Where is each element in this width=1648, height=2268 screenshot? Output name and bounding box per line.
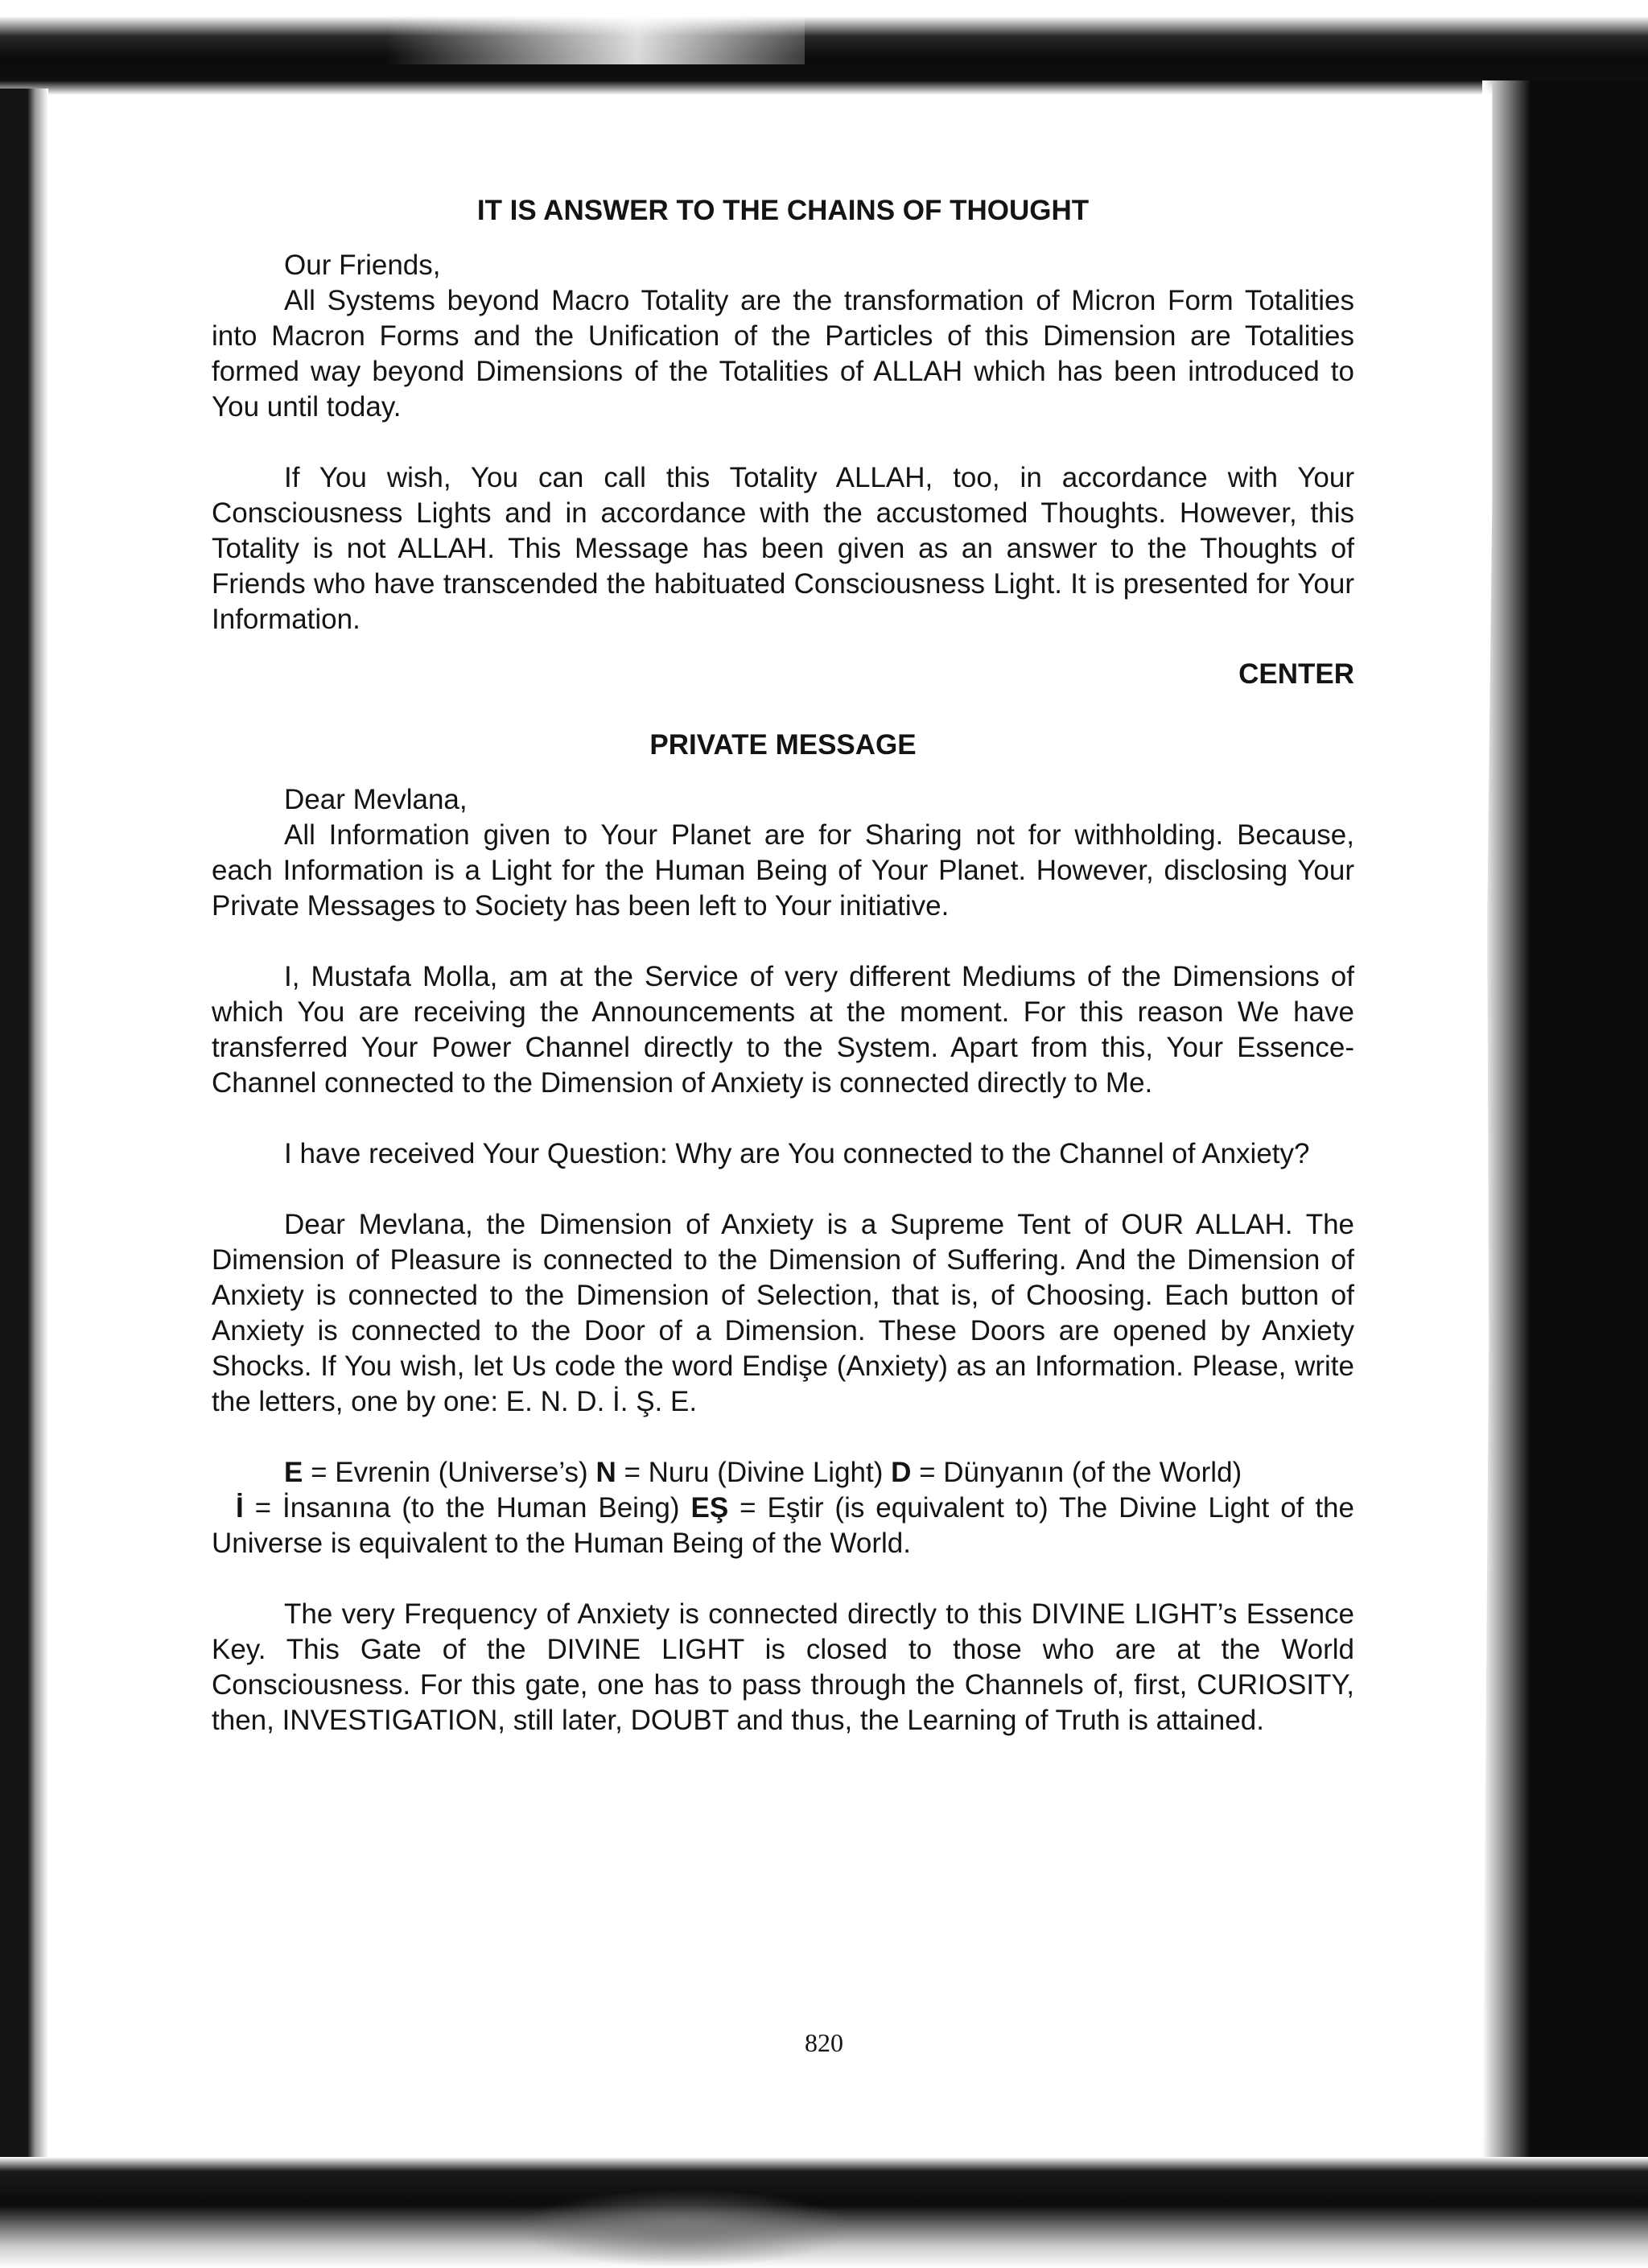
code-definitions bbox=[212, 1491, 1354, 1561]
paragraph: All Information given to Your Planet are for Sharing not for withholding. Because, each Information is a Light for the Human Being of Your Planet. However, disclosing Your Private Messages to Society has been left to Your initiative. bbox=[212, 819, 1354, 922]
scan-glare bbox=[386, 0, 805, 64]
scan-border-left bbox=[0, 89, 48, 2189]
paragraph: All Systems beyond Macro Totality are the transformation of Micron Form Totalities into Macron Forms and the Unification of the Particles of this Dimension are Totalities formed way beyond Dimensions of the Totalities of ALLAH which has been introduced to You until today. bbox=[212, 285, 1354, 423]
code-key: EŞ bbox=[690, 1492, 729, 1524]
salutation: Dear Mevlana, bbox=[284, 784, 468, 815]
section-title: PRIVATE MESSAGE bbox=[649, 729, 917, 761]
paragraph: If You wish, You can call this Totality ALLAH, too, in accordance with Your Consciousness Lights and in accordance with the accustomed Thoughts. However, this Totality is not ALLAH. This Message has been given as an answer to the Thoughts of Friends who have transcended the habituated Consciousness Light. It is presented for Your Information. bbox=[212, 462, 1354, 635]
signature: CENTER bbox=[1238, 658, 1354, 690]
paragraph: Dear Mevlana, the Dimension of Anxiety is a Supreme Tent of OUR ALLAH. The Dimension of Pleasure is connected to the Dimension of Suffering. And the Dimension of Anxiety is connected to the Dimension of Selection, that is, of Choosing. Each button of Anxiety is connected to the Door of a Dimension. These Doors are opened by Anxiety Shocks. If You wish, let Us code the word Endişe (Anxiety) as an Information. Please, write the letters, one by one: E. N. D. İ. Ş. E. bbox=[212, 1209, 1354, 1417]
code-key: N bbox=[595, 1457, 616, 1488]
code-key: E bbox=[284, 1457, 303, 1488]
paragraph: I, Mustafa Molla, am at the Service of very different Mediums of the Dimensions of which You are receiving the Announcements at the moment. For this reason We have transferred Your Power Channel directly to the System. Apart from this, Your Essence-Channel connected to the Dimension of Anxiety is connected directly to Me. bbox=[212, 961, 1354, 1099]
scan-border-right-edge bbox=[1482, 80, 1531, 2181]
code-value: = Evrenin (Universe’s) bbox=[303, 1457, 596, 1488]
scan-border-top bbox=[0, 0, 1648, 95]
code-key: İ bbox=[236, 1492, 244, 1524]
code-value: = Eştir (is equivalent to) The Divine Light of the Universe is equivalent to the Human Being of the World. bbox=[212, 1492, 1354, 1559]
code-value: = Dünyanın (of the World) bbox=[911, 1457, 1242, 1488]
page-number: 820 bbox=[805, 2028, 843, 2057]
scan-blur bbox=[515, 2189, 853, 2268]
code-definitions bbox=[212, 1455, 1354, 1491]
paragraph: I have received Your Question: Why are You connected to the Channel of Anxiety? bbox=[284, 1138, 1310, 1169]
section-title: IT IS ANSWER TO THE CHAINS OF THOUGHT bbox=[476, 195, 1090, 226]
paragraph: The very Frequency of Anxiety is connected directly to this DIVINE LIGHT’s Essence Key. This Gate of the DIVINE LIGHT is closed to those who are at the World Consciousness. For this gate, one has to pass through the Channels of, first, CURIOSITY, then, INVESTIGATION, still later, DOUBT and thus, the Learning of Truth is attained. bbox=[212, 1598, 1354, 1736]
code-value: = İnsanına (to the Human Being) bbox=[243, 1492, 691, 1524]
code-value: = Nuru (Divine Light) bbox=[616, 1457, 892, 1488]
code-key: D bbox=[891, 1457, 912, 1488]
document-body bbox=[212, 193, 1354, 1738]
salutation: Our Friends, bbox=[284, 249, 441, 281]
